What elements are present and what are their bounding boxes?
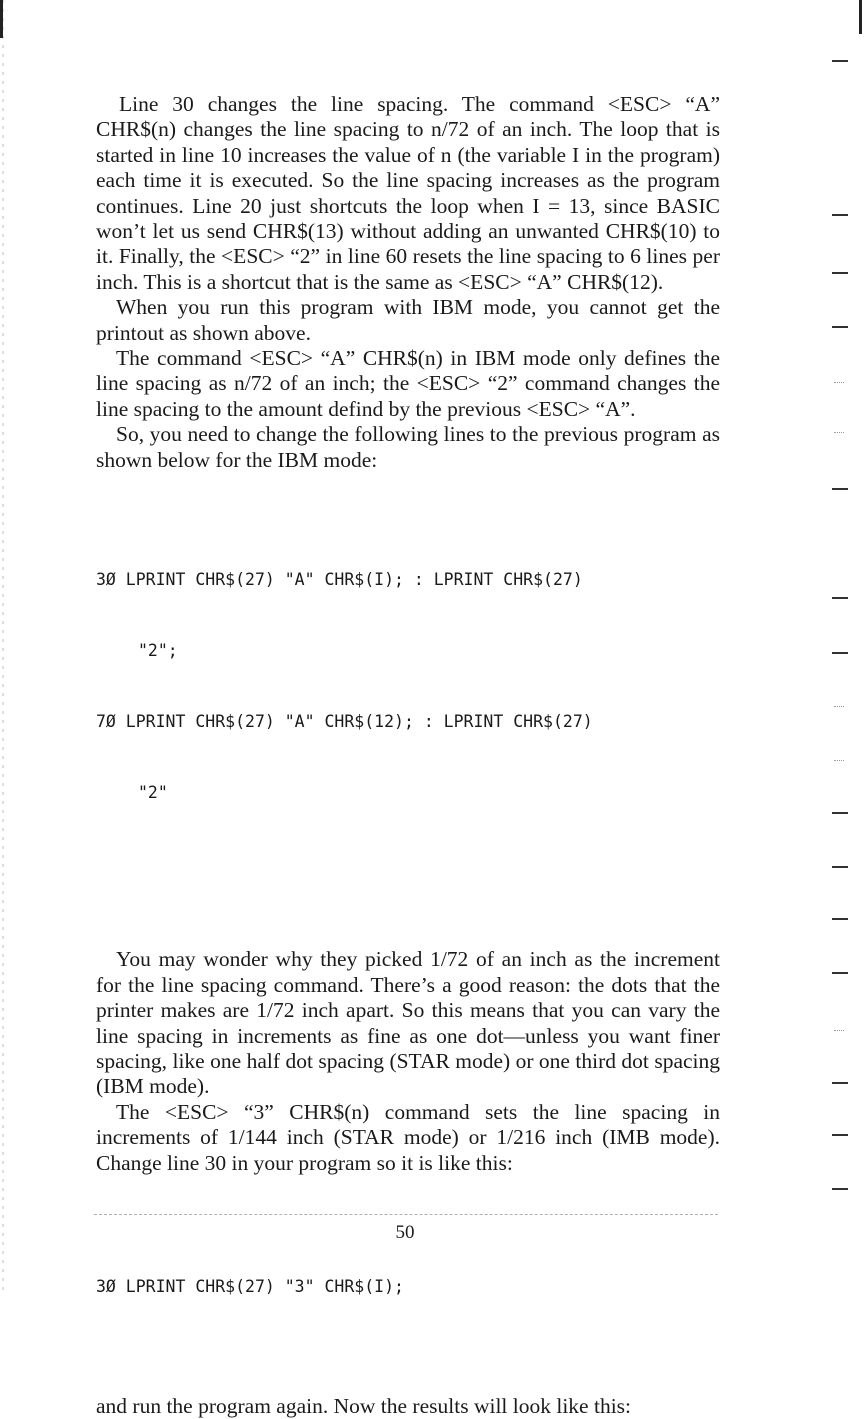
code-block-ibm-changes <box>96 521 720 851</box>
scan-margin-mark <box>832 652 848 654</box>
scan-edge-mark-right <box>859 0 862 34</box>
code-line: 7Ø LPRINT CHR$(27) "A" CHR$(12); : LPRINT CHR$(27) <box>96 711 593 731</box>
code-line-continuation: "2" <box>138 782 168 802</box>
scan-margin-mark <box>832 272 848 274</box>
paragraph-line-30-explanation: Line 30 changes the line spacing. The command <ESC> “A” CHR$(n) changes the line spacing to n/72 of an inch. The loop that is started in line 10 increases the value of n (the variable I in the program) each time it is executed. So the line spacing increases as the program continues. Line 20 just shortcuts the loop when I = 13, since BASIC won’t let us send CHR$(13) without adding an unwanted CHR$(10) to it. Finally, the <ESC> “2” in line 60 resets the line spacing to 6 lines per inch. This is a shortcut that is the same as <ESC> “A” CHR$(12). <box>96 92 720 294</box>
scan-margin-mark <box>832 918 848 920</box>
scan-margin-dot <box>834 760 844 762</box>
scan-margin-mark <box>832 812 848 814</box>
scan-edge-left <box>2 0 4 1290</box>
paragraph-ibm-mode-note: When you run this program with IBM mode, you cannot get the printout as shown above. <box>96 295 720 345</box>
scan-margin-dot <box>834 1030 844 1032</box>
paragraph-esc-a-ibm: The command <ESC> “A” CHR$(n) in IBM mode only defines the line spacing as n/72 of an inch; the <ESC> “2” command changes the line spacing to the amount defind by the previous <ESC> “A”. <box>96 346 720 421</box>
scan-margin-dot <box>834 432 844 434</box>
scan-margin-mark <box>832 972 848 974</box>
scan-margin-mark <box>832 597 848 599</box>
paragraph-why-1-72: You may wonder why they picked 1/72 of an inch as the increment for the line spacing command. There’s a good reason: the dots that the printer makes are 1/72 inch apart. So this means that you can vary the line spacing in increments as fine as one dot—unless you want finer spacing, like one half dot spacing (STAR mode) or one third dot spacing (IBM mode). <box>96 947 720 1099</box>
paragraph-esc-3-command: The <ESC> “3” CHR$(n) command sets the line spacing in increments of 1/144 inch (STAR mode) or 1/216 inch (IMB mode). Change line 30 in your program so it is like this: <box>96 1099 720 1175</box>
scan-margin-mark <box>832 214 848 216</box>
paragraph-run-again: and run the program again. Now the results will look like this: <box>96 1394 632 1419</box>
scan-margin-mark <box>832 326 848 328</box>
scan-margin-mark <box>832 60 848 62</box>
scan-margin-dot <box>834 706 844 708</box>
page-number: 50 <box>395 1222 415 1243</box>
paragraph-change-lines: So, you need to change the following lines to the previous program as shown below for the IBM mode: <box>96 422 720 472</box>
code-line: 3Ø LPRINT CHR$(27) "A" CHR$(I); : LPRINT CHR$(27) <box>96 570 583 590</box>
scan-margin-mark <box>832 1188 848 1190</box>
scan-margin-mark <box>832 1082 848 1084</box>
page-body <box>96 92 720 1419</box>
scan-edge-mark-left <box>0 0 3 38</box>
scan-margin-mark <box>832 866 848 868</box>
code-block-esc-3 <box>96 1228 720 1346</box>
scan-margin-mark <box>832 488 848 490</box>
code-line-continuation: "2"; <box>138 641 178 661</box>
code-line: 3Ø LPRINT CHR$(27) "3" CHR$(I); <box>96 1277 404 1297</box>
scan-margin-mark <box>832 1134 848 1136</box>
footer-rule <box>94 1214 718 1215</box>
scan-margin-dot <box>834 382 844 384</box>
